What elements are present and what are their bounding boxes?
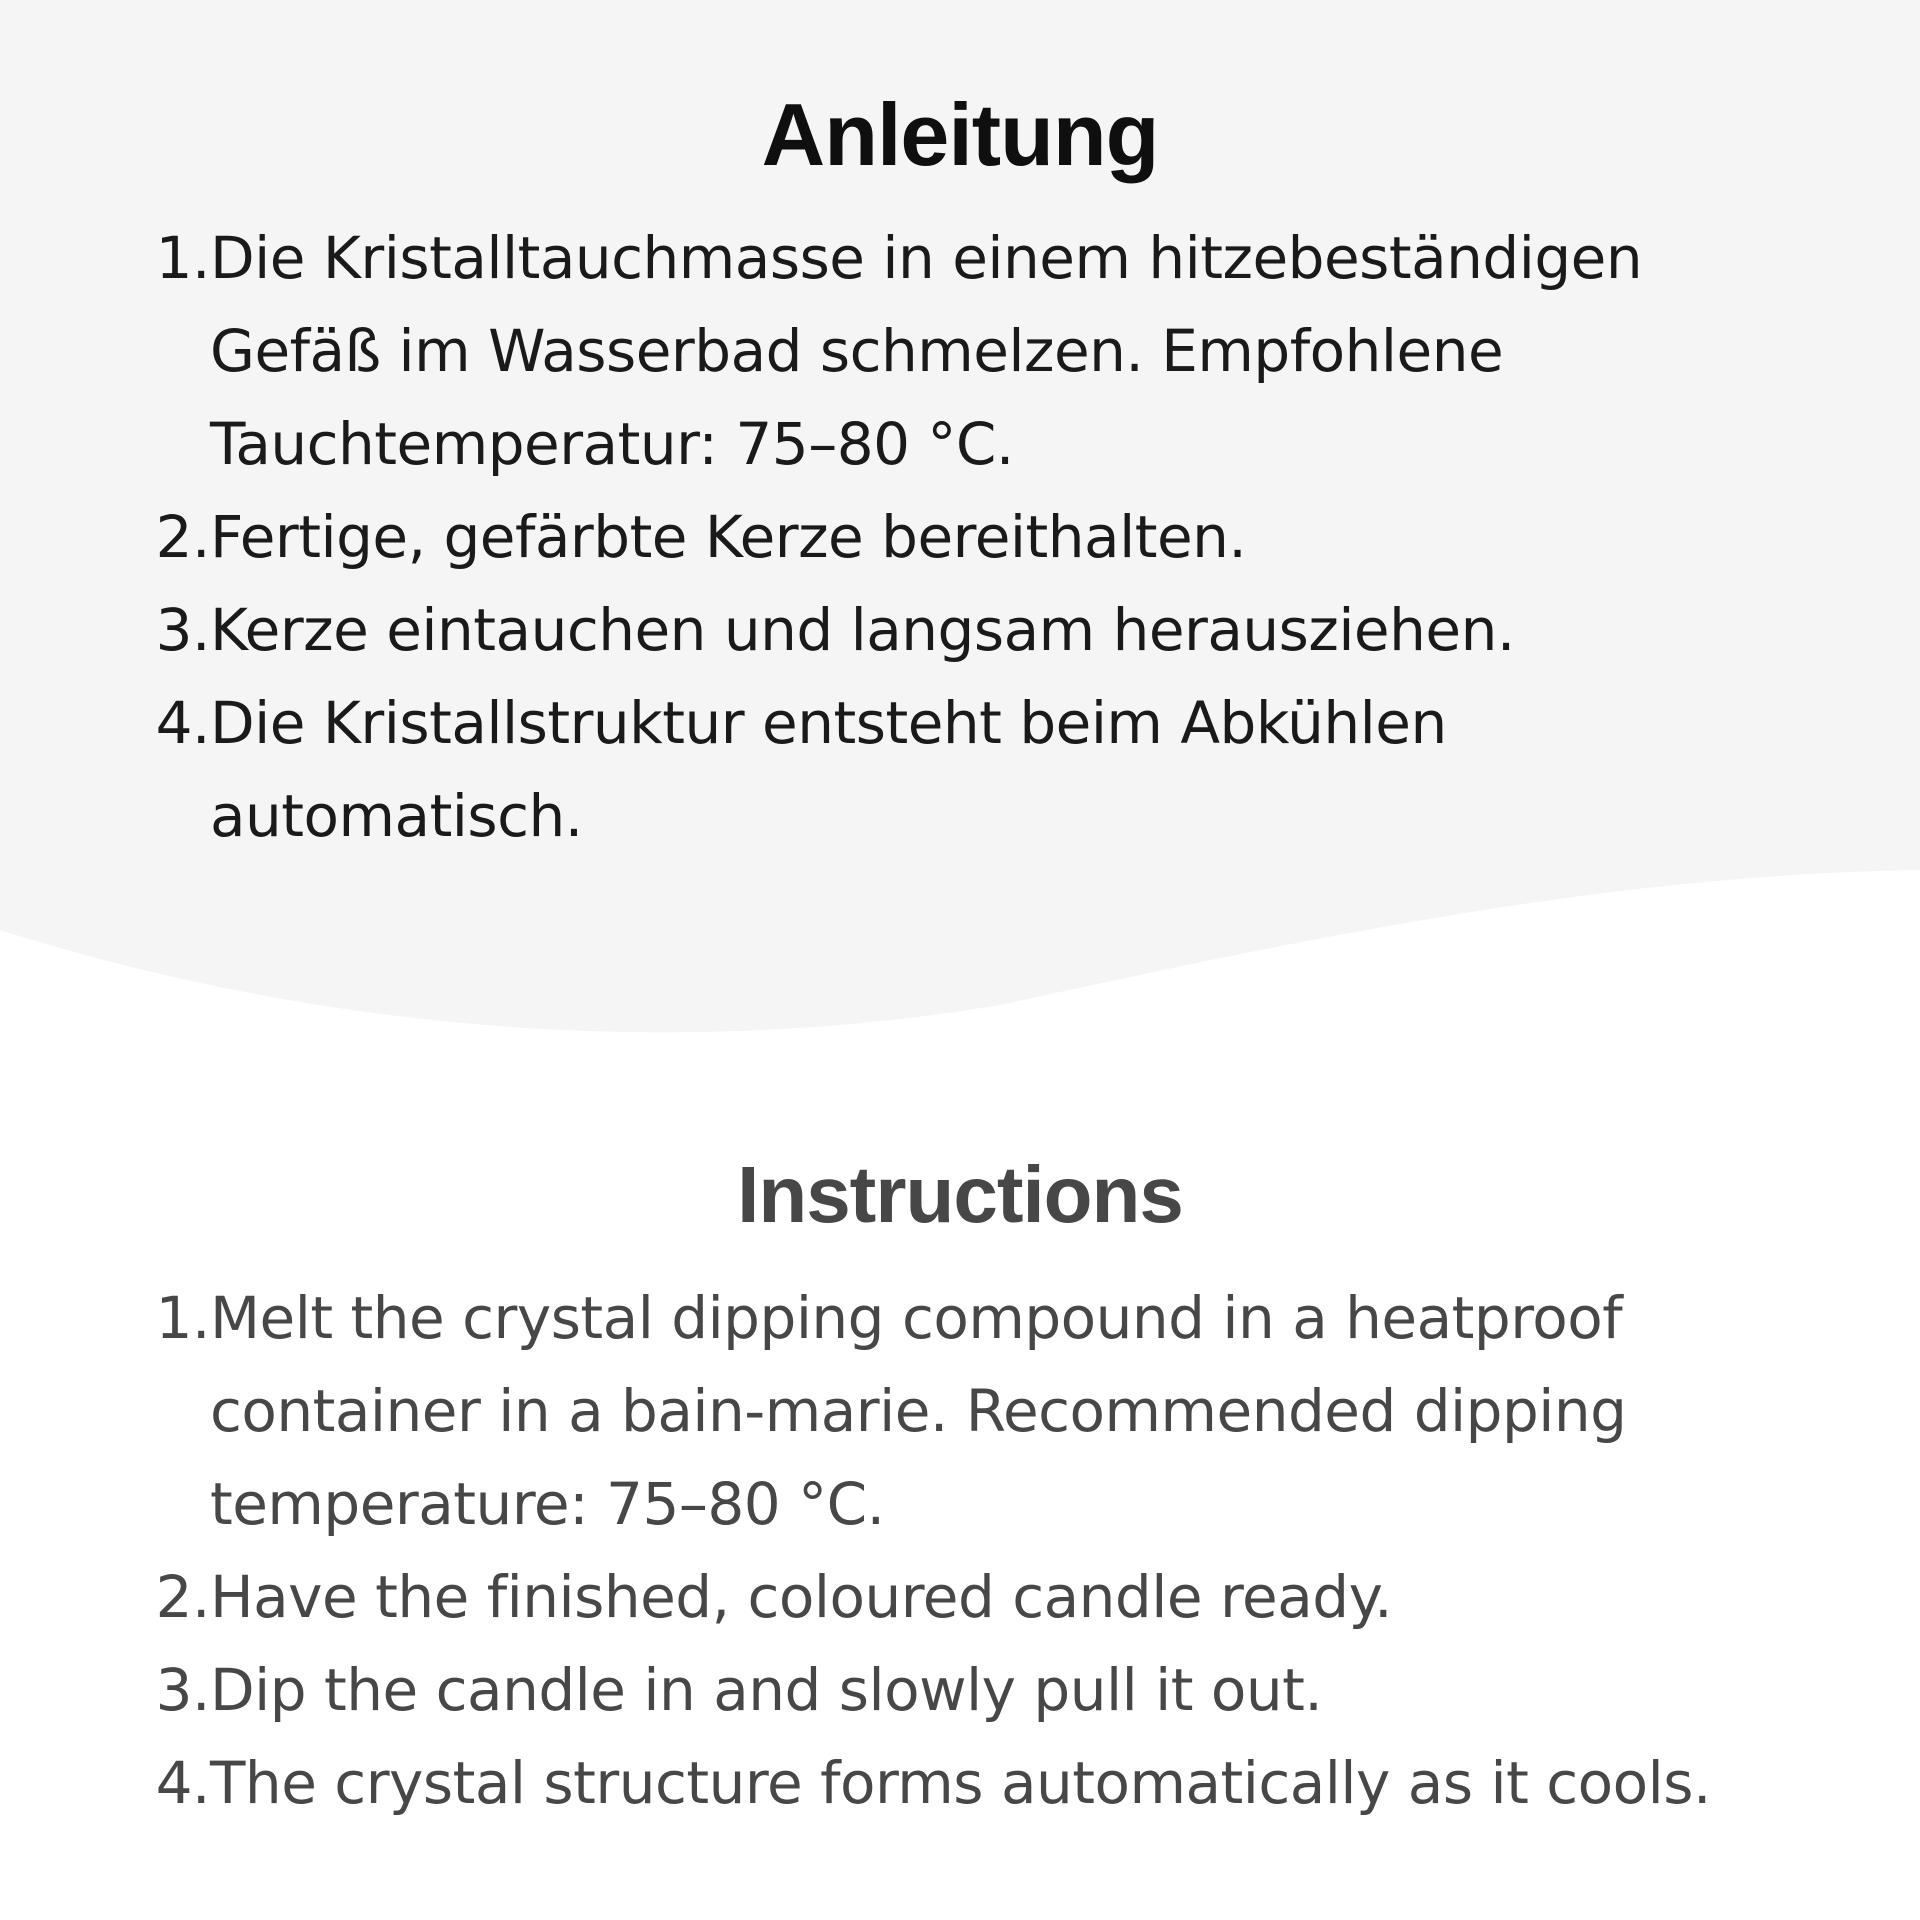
step-text: Kerze eintauchen und langsam herausziehen. — [210, 596, 1515, 664]
step-text: Dip the candle in and slowly pull it out. — [210, 1656, 1323, 1724]
step-number: 1. — [155, 224, 210, 292]
german-heading: Anleitung — [761, 85, 1159, 184]
step-number: 3. — [155, 1656, 210, 1724]
step-number: 2. — [155, 503, 210, 571]
step-text: Have the finished, coloured candle ready. — [210, 1563, 1393, 1631]
list-item — [0, 1551, 1920, 1644]
list-item — [0, 1644, 1920, 1737]
english-instructions-section — [0, 1140, 1920, 1830]
step-text: Die Kristallstruktur entsteht beim Abkühlen automatisch. — [210, 689, 1447, 850]
step-text: Melt the crystal dipping compound in a heatproof container in a bain-marie. Recommended dipping temperature: 75–80 °C. — [210, 1284, 1627, 1538]
step-number: 3. — [155, 596, 210, 664]
list-item — [0, 212, 1920, 491]
list-item — [0, 584, 1920, 677]
list-item — [0, 677, 1920, 863]
step-text: Fertige, gefärbte Kerze bereithalten. — [210, 503, 1247, 571]
german-steps-list — [0, 212, 1920, 863]
list-item — [0, 1737, 1920, 1830]
english-steps-list — [0, 1272, 1920, 1830]
step-number: 1. — [155, 1284, 210, 1352]
english-heading: Instructions — [737, 1150, 1183, 1239]
german-instructions-section — [0, 80, 1920, 863]
step-number: 4. — [155, 689, 210, 757]
step-text: The crystal structure forms automatically as it cools. — [210, 1749, 1711, 1817]
list-item — [0, 491, 1920, 584]
list-item — [0, 1272, 1920, 1551]
step-number: 4. — [155, 1749, 210, 1817]
step-number: 2. — [155, 1563, 210, 1631]
step-text: Die Kristalltauchmasse in einem hitzebeständigen Gefäß im Wasserbad schmelzen. Empfohlene Tauchtemperatur: 75–80 °C. — [210, 224, 1643, 478]
